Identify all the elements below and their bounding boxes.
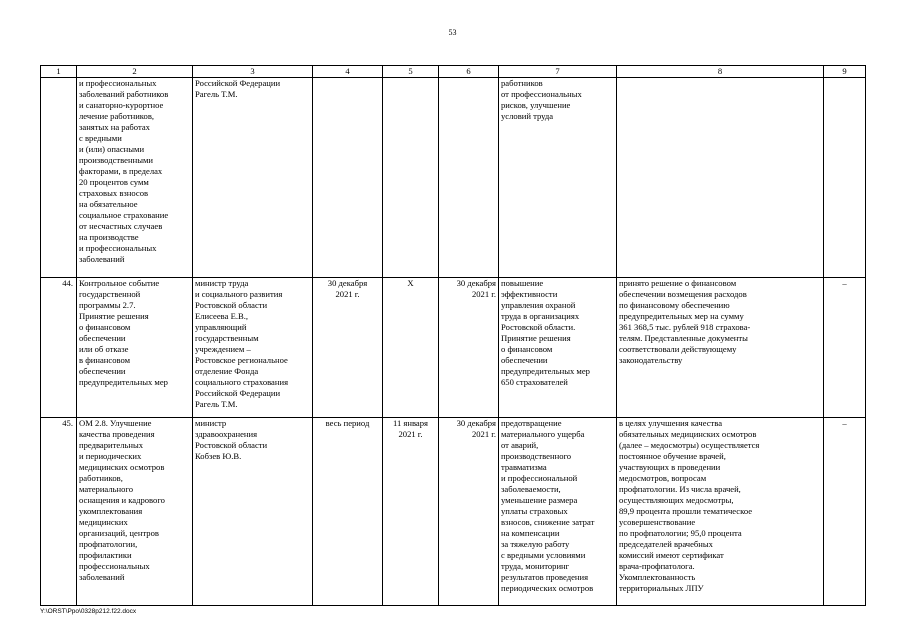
header-row — [41, 66, 866, 78]
header-col-3: 3 — [193, 66, 313, 78]
table-row — [41, 78, 866, 278]
event-name: Контрольное событие государственной программы 2.7. Принятие решения о финансовом обеспечении или об отказе в финансовом обеспечении предупредительных мер — [77, 278, 193, 418]
row-number: 45. — [41, 418, 77, 606]
actual-start: 11 января 2021 г. — [383, 418, 439, 606]
actual-end — [439, 78, 499, 278]
page-number: 53 — [448, 28, 457, 37]
file-path-footer: Y:\ORST\Ppo\0328p212.f22.docx — [40, 608, 137, 615]
table-row — [41, 418, 866, 606]
header-col-4: 4 — [313, 66, 383, 78]
actual-start — [383, 78, 439, 278]
header-col-5: 5 — [383, 66, 439, 78]
header-col-2: 2 — [77, 66, 193, 78]
expected-result: работников от профессиональных рисков, улучшение условий труда — [499, 78, 617, 278]
expected-result: предотвращение материального ущерба от аварий, производственного травматизма и профессиональной заболеваемости, уменьшение размера уплаты страховых взносов, снижение затрат на компенсации за тяжелую работу с вредными условиями труда, мониторинг результатов проведения периодических осмотров — [499, 418, 617, 606]
planned-term: 30 декабря 2021 г. — [313, 278, 383, 418]
header-col-7: 7 — [499, 66, 617, 78]
planned-term — [313, 78, 383, 278]
event-name: и профессиональных заболеваний работников и санаторно-курортное лечение работников, занятых на работах с вредными и (или) опасными производственными факторами, в пределах 20 процентов сумм страховых взносов на обязательное социальное страхование от несчастных случаев на производстве и профессиональных заболеваний — [77, 78, 193, 278]
actual-end: 30 декабря 2021 г. — [439, 418, 499, 606]
note: – — [824, 418, 866, 606]
actual-end: 30 декабря 2021 г. — [439, 278, 499, 418]
event-name: ОМ 2.8. Улучшение качества проведения предварительных и периодических медицинских осмотров работников, материального оснащения и кадрового укомплектования медицинских организаций, центров профпатологии, профилактики профессиональных заболеваний — [77, 418, 193, 606]
header-col-8: 8 — [617, 66, 824, 78]
header-col-9: 9 — [824, 66, 866, 78]
actual-result: в целях улучшения качества обязательных медицинских осмотров (далее – медосмотры) осуществляется постоянное обучение врачей, участвующих в проведении медосмотров, вопросам профпатологии. Из числа врачей, осуществляющих медосмотры, 89,9 процента прошли тематическое усовершенствование по профпатологии; 95,0 процента председателей врачебных комиссий имеют сертификат врача-профпатолога. Укомплектованность территориальных ЛПУ — [617, 418, 824, 606]
row-number: 44. — [41, 278, 77, 418]
responsible-executor: министр труда и социального развития Ростовской области Елисеева Е.В., управляющий государственным учреждением – Ростовское региональное отделение Фонда социального страхования Российской Федерации Рагель Т.М. — [193, 278, 313, 418]
expected-result: повышение эффективности управления охраной труда в организациях Ростовской области. Принятие решения о финансовом обеспечении предупредительных мер 650 страхователей — [499, 278, 617, 418]
table-row — [41, 278, 866, 418]
row-number — [41, 78, 77, 278]
note: – — [824, 278, 866, 418]
header-col-1: 1 — [41, 66, 77, 78]
report-table — [40, 65, 866, 606]
actual-result: принято решение о финансовом обеспечении возмещения расходов по финансовому обеспечению предупредительных мер на сумму 361 368,5 тыс. рублей 918 страхова- телям. Представленные документы соответствовали действующему законодательству — [617, 278, 824, 418]
header-col-6: 6 — [439, 66, 499, 78]
actual-start: Х — [383, 278, 439, 418]
note — [824, 78, 866, 278]
responsible-executor: министр здравоохранения Ростовской области Кобзев Ю.В. — [193, 418, 313, 606]
responsible-executor: Российской Федерации Рагель Т.М. — [193, 78, 313, 278]
planned-term: весь период — [313, 418, 383, 606]
actual-result — [617, 78, 824, 278]
